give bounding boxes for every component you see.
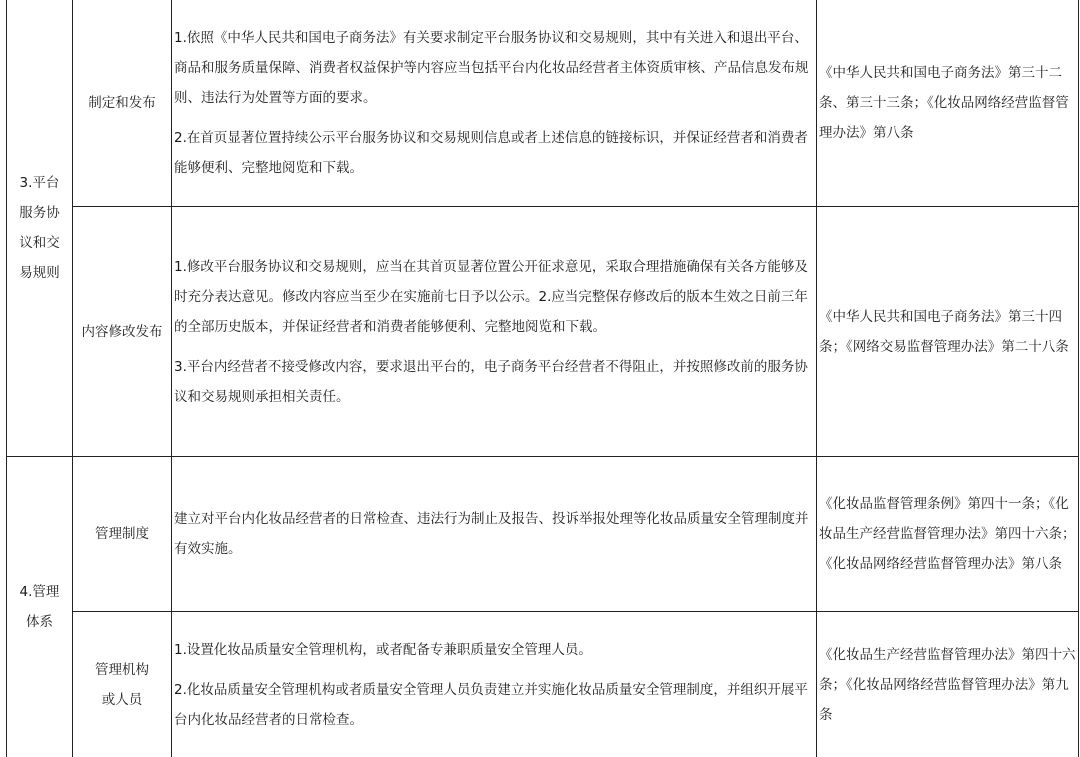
requirement-text: 3.平台内经营者不接受修改内容，要求退出平台的，电子商务平台经营者不得阻止，并按照修改前的服务协议和交易规则承担相关责任。 — [174, 358, 808, 405]
requirement-cell — [174, 207, 814, 456]
requirement-cell — [174, 457, 814, 611]
requirement-text: 2.在首页显著位置持续公示平台服务协议和交易规则信息或者上述信息的链接标识，并保证经营者和消费者能够便利、完整地阅览和下载。 — [174, 130, 808, 176]
legal-basis-text: 《化妆品监督管理条例》第四十一条；《化妆品生产经营监督管理办法》第四十六条；《化妆品网络经营监督管理办法》第八条 — [819, 496, 1076, 572]
requirement-cell — [174, 612, 814, 757]
requirement-text: 1.修改平台服务协议和交易规则，应当在其首页显著位置公开征求意见，采取合理措施确保有关各方能够及时充分表达意见。修改内容应当至少在实施前七日予以公示。2.应当完整保存修改后的版本生效之日前三年的全部历史版本，并保证经营者和消费者能够便利、完整地阅览和下载。 — [174, 258, 808, 335]
legal-basis-cell — [819, 612, 1076, 757]
legal-basis-text: 《中华人民共和国电子商务法》第三十四条；《网络交易监督管理办法》第二十八条 — [819, 308, 1069, 355]
section-label: 3.平台 服务协 议和交 易规则 — [19, 175, 60, 281]
legal-basis-cell — [819, 0, 1076, 206]
requirement-text: 1.依照《中华人民共和国电子商务法》有关要求制定平台服务协议和交易规则，其中有关进入和退出平台、商品和服务质量保障、消费者权益保护等内容应当包括平台内化妆品经营者主体资质审核、产品信息发布规则、违法行为处置等方面的要求。 — [174, 30, 809, 106]
item-label: 内容修改发布 — [81, 323, 163, 340]
grid-line — [816, 0, 817, 757]
requirement-text: 2.化妆品质量安全管理机构或者质量安全管理人员负责建立并实施化妆品质量安全管理制度，并组织开展平台内化妆品经营者的日常检查。 — [174, 681, 808, 728]
legal-basis-cell — [819, 207, 1076, 456]
requirement-text: 1.设置化妆品质量安全管理机构，或者配备专兼职质量安全管理人员。 — [174, 641, 592, 658]
legal-basis-text: 《中华人民共和国电子商务法》第三十二条、第三十三条；《化妆品网络经营监督管理办法》第八条 — [819, 65, 1069, 141]
requirement-text: 建立对平台内化妆品经营者的日常检查、违法行为制止及报告、投诉举报处理等化妆品质量安全管理制度并有效实施。 — [174, 511, 809, 557]
item-label: 管理机构或人员 — [95, 661, 149, 708]
grid-line — [1078, 0, 1079, 757]
item-label: 管理制度 — [95, 526, 149, 542]
legal-basis-cell — [819, 457, 1076, 611]
legal-basis-text: 《化妆品生产经营监督管理办法》第四十六条；《化妆品网络经营监督管理办法》第九条 — [819, 646, 1076, 723]
section-label: 4.管理 体系 — [19, 584, 60, 630]
item-label: 制定和发布 — [88, 95, 156, 111]
requirement-cell — [174, 0, 814, 206]
grid-line — [171, 0, 172, 757]
